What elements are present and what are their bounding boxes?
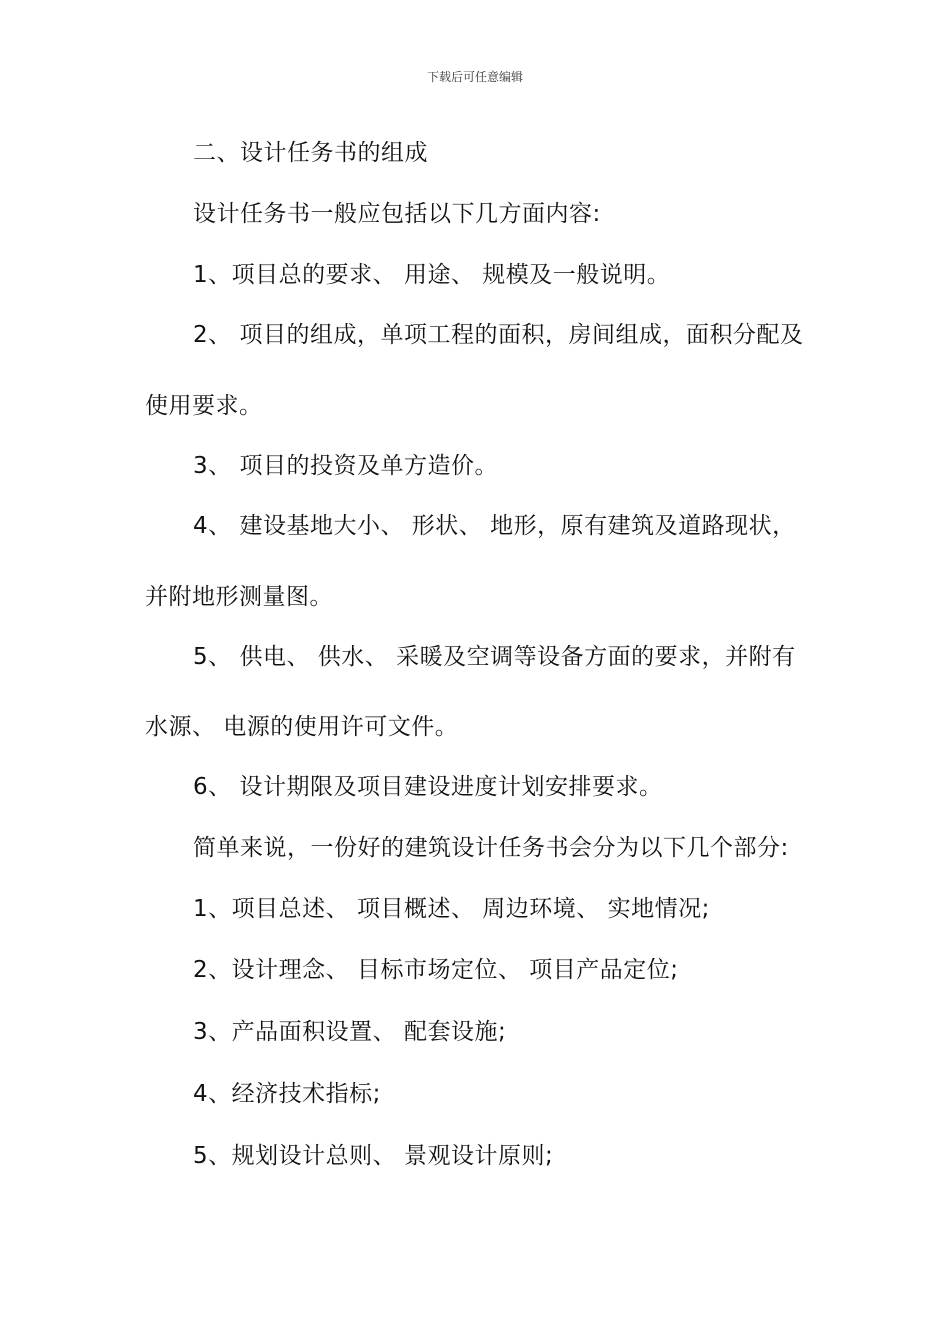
list-item: 1、项目总的要求、 用途、 规模及一般说明。 — [193, 262, 671, 288]
list-item: 4、 建设基地大小、 形状、 地形，原有建筑及道路现状， — [193, 513, 796, 539]
paragraph-line: 简单来说，一份好的建筑设计任务书会分为以下几个部分: — [193, 835, 789, 861]
page-header: 下载后可任意编辑 — [426, 70, 523, 84]
list-item: 6、 设计期限及项目建设进度计划安排要求。 — [193, 774, 663, 800]
list-item: 3、产品面积设置、 配套设施; — [193, 1019, 507, 1045]
list-item: 2、设计理念、 目标市场定位、 项目产品定位; — [193, 957, 679, 983]
paragraph-line: 设计任务书一般应包括以下几方面内容: — [193, 201, 601, 227]
list-item-continuation: 并附地形测量图。 — [145, 584, 333, 610]
list-item-continuation: 水源、 电源的使用许可文件。 — [145, 714, 459, 740]
list-item: 5、 供电、 供水、 采暖及空调等设备方面的要求，并附有 — [193, 644, 796, 670]
list-item: 1、项目总述、 项目概述、 周边环境、 实地情况; — [193, 896, 710, 922]
list-item: 4、经济技术指标; — [193, 1081, 381, 1107]
section-heading: 二、设计任务书的组成 — [193, 140, 428, 166]
list-item: 2、 项目的组成，单项工程的面积，房间组成，面积分配及 — [193, 322, 804, 348]
list-item: 3、 项目的投资及单方造价。 — [193, 453, 498, 479]
list-item: 5、规划设计总则、 景观设计原则; — [193, 1143, 554, 1169]
list-item-continuation: 使用要求。 — [145, 393, 263, 419]
